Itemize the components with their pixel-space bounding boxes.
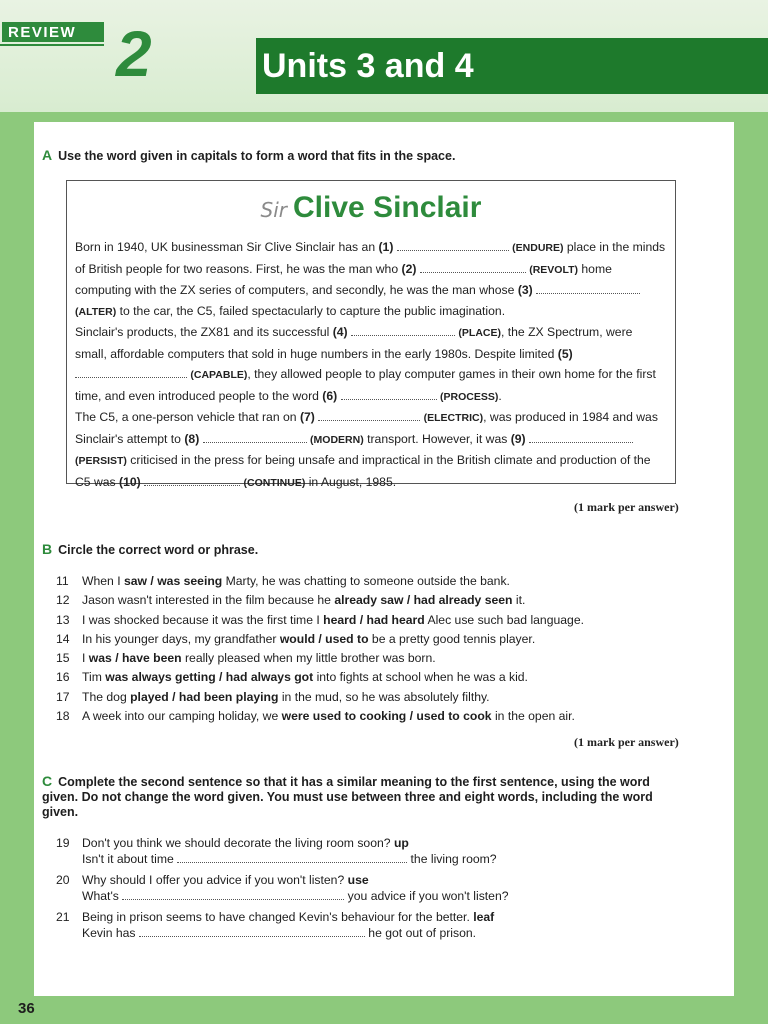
text-segment: What's [82,888,123,903]
text-segment: criticised in the press for being unsafe and impractical in the British climate and production of the C5 was [75,453,651,489]
review-underline [0,44,104,46]
gap-number-5: (5) [557,346,573,361]
answer-gap-8[interactable] [203,432,307,443]
section-c-heading [42,774,662,820]
item-number: 15 [56,651,70,666]
text-segment: in the open air. [491,709,575,724]
keyword-2: (REVOLT) [529,263,579,276]
item-number: 12 [56,593,70,608]
list-item [56,630,696,649]
section-a-instruction: Use the word given in capitals to form a word that fits in the space. [58,149,456,163]
text-segment: . [498,388,502,403]
item-text [82,649,436,668]
item-number: 20 [56,873,70,887]
keyword-1: (ENDURE) [512,242,564,254]
answer-gap-1[interactable] [397,240,509,251]
keyword-5: (CAPABLE) [190,369,248,381]
text-segment: A week into our camping holiday, we [82,709,282,724]
answer-gap-2[interactable] [420,262,526,273]
text-segment: Kevin has [82,925,139,940]
text-segment: , they allowed people to play computer games in their own home for the first time, and even introduced people to the word [75,367,656,403]
item-text [82,611,584,630]
keyword-7: (ELECTRIC) [423,412,484,424]
gap-number-8: (8) [184,431,200,446]
choice-option[interactable]: already saw / had already seen [334,593,513,608]
item-text [82,873,509,904]
list-item [56,836,696,867]
list-item [56,707,696,726]
list-item [56,910,696,941]
gap-number-9: (9) [510,431,526,446]
text-segment: into fights at school when he was a kid. [313,670,528,685]
answer-gap[interactable] [122,889,344,900]
first-sentence [82,873,509,889]
text-segment: home computing with the ZX series of computers, and secondly, he was the man whose [75,261,612,297]
text-segment: Sinclair's products, the ZX81 and its successful [75,325,333,339]
item-number: 16 [56,670,70,685]
section-b-marks: (1 mark per answer) [574,735,679,749]
reading-text-box [66,180,676,489]
keyword-4: (PLACE) [458,327,501,339]
item-number: 19 [56,836,70,850]
answer-gap-9[interactable] [529,432,633,443]
item-text [82,591,525,610]
answer-gap-6[interactable] [341,389,437,400]
answer-gap-7[interactable] [318,410,420,421]
choice-option[interactable]: heard / had heard [323,612,425,627]
item-number: 17 [56,689,70,704]
section-b-heading [42,542,258,558]
item-number: 14 [56,631,70,646]
section-a-letter: A [42,147,53,163]
gap-number-2: (2) [401,261,417,276]
gap-number-6: (6) [322,388,338,403]
item-text [82,910,494,941]
item-text [82,688,490,707]
text-segment: Born in 1940, UK businessman Sir Clive Sinclair has an [75,240,379,254]
choice-option[interactable]: played / had been playing [130,689,279,704]
title-name: Clive Sinclair [293,191,482,224]
second-sentence [82,852,497,868]
text-segment: he got out of prison. [364,925,477,940]
list-item [56,591,696,610]
choice-option[interactable]: was always getting / had always got [105,670,314,685]
text-segment: Jason wasn't interested in the film because he [82,593,335,608]
answer-gap-4[interactable] [351,325,455,336]
answer-gap-3[interactable] [536,283,640,294]
answer-gap-10[interactable] [144,475,240,486]
text-segment: be a pretty good tennis player. [368,631,536,646]
keyword-9: (PERSIST) [75,455,127,467]
text-title [67,191,675,225]
first-sentence [82,910,494,926]
second-sentence [82,889,509,905]
item-text [82,572,510,591]
keyword-6: (PROCESS) [439,390,499,403]
text-segment: it. [512,593,526,608]
text-segment: the living room? [407,851,497,866]
item-number: 11 [56,574,69,588]
list-item [56,611,696,630]
text-segment: Alec use such bad language. [424,612,584,627]
list-item [56,572,696,591]
section-b-list [56,572,696,726]
text-segment: Why should I offer you advice if you won't listen? [82,873,348,887]
text-segment: place in the minds of British people for two reasons. First, he was the man who [75,240,666,276]
second-sentence [82,926,494,942]
text-segment: in August, 1985. [305,474,397,489]
review-label: REVIEW [2,22,104,42]
page-number: 36 [18,1000,35,1017]
text-segment: Being in prison seems to have changed Kevin's behaviour for the better. [82,910,474,924]
item-text [82,836,497,867]
first-sentence [82,836,497,852]
keyword: leaf [473,910,495,924]
text-segment: Isn't it about time [82,851,178,866]
answer-gap[interactable] [139,926,365,937]
reading-text-body [75,237,667,493]
text-segment: I [82,651,89,666]
list-item [56,873,696,904]
item-number: 21 [56,910,70,924]
item-text [82,630,535,649]
units-title: Units 3 and 4 [256,38,768,94]
answer-gap-5[interactable] [75,367,187,378]
keyword: use [347,873,369,887]
choice-option[interactable]: saw / was seeing [124,574,223,588]
gap-number-7: (7) [299,410,315,424]
section-a-marks: (1 mark per answer) [574,500,679,514]
text-segment: , was produced in 1984 and was Sinclair's attempt to [75,410,658,446]
gap-number-10: (10) [119,474,141,489]
item-number: 18 [56,709,70,724]
section-c-instruction: Complete the second sentence so that it has a similar meaning to the first sentence, using the word given. Do not change the word given. You must use between three and eight words, including the word given. [42,775,653,819]
text-segment: Tim [82,670,106,685]
keyword-3: (ALTER) [75,305,117,318]
title-prefix: Sir [260,198,288,222]
text-segment: you advice if you won't listen? [344,888,509,903]
list-item [56,649,696,668]
text-segment: transport. However, it was [363,431,511,446]
item-number: 13 [56,612,70,627]
list-item [56,688,696,707]
keyword-10: (CONTINUE) [243,476,306,489]
choice-option[interactable]: would / used to [279,631,369,646]
text-segment: in the mud, so he was absolutely filthy. [278,689,490,704]
worksheet-page [34,122,734,996]
section-c-letter: C [42,773,53,789]
text-segment: In his younger days, my grandfather [82,631,280,646]
text-segment: When I [82,574,124,588]
choice-option[interactable]: were used to cooking / used to cook [281,709,492,724]
section-c-list [56,836,696,947]
choice-option[interactable]: was / have been [88,651,182,666]
text-segment: to the car, the C5, failed spectacularly to capture the public imagination. [116,303,506,318]
gap-number-1: (1) [378,240,394,254]
section-b-instruction: Circle the correct word or phrase. [58,543,259,557]
item-text [82,707,575,726]
text-segment: I was shocked because it was the first time I [82,612,324,627]
gap-number-3: (3) [517,283,533,297]
answer-gap[interactable] [177,852,407,863]
text-segment: The dog [82,689,131,704]
text-segment: Marty, he was chatting to someone outside the bank. [222,574,510,588]
keyword-8: (MODERN) [310,433,364,446]
item-text [82,668,528,687]
section-a-heading [42,148,455,164]
gap-number-4: (4) [332,325,348,339]
text-segment: really pleased when my little brother was born. [181,651,436,666]
keyword: up [393,836,409,850]
text-segment: Don't you think we should decorate the living room soon? [82,836,394,850]
text-segment: The C5, a one-person vehicle that ran on [75,410,300,424]
list-item [56,668,696,687]
review-number: 2 [116,18,152,90]
text-segment: , the ZX Spectrum, were small, affordable computers that sold in huge numbers in the early 1980s. Despite limited [75,325,633,361]
section-b-letter: B [42,541,53,557]
